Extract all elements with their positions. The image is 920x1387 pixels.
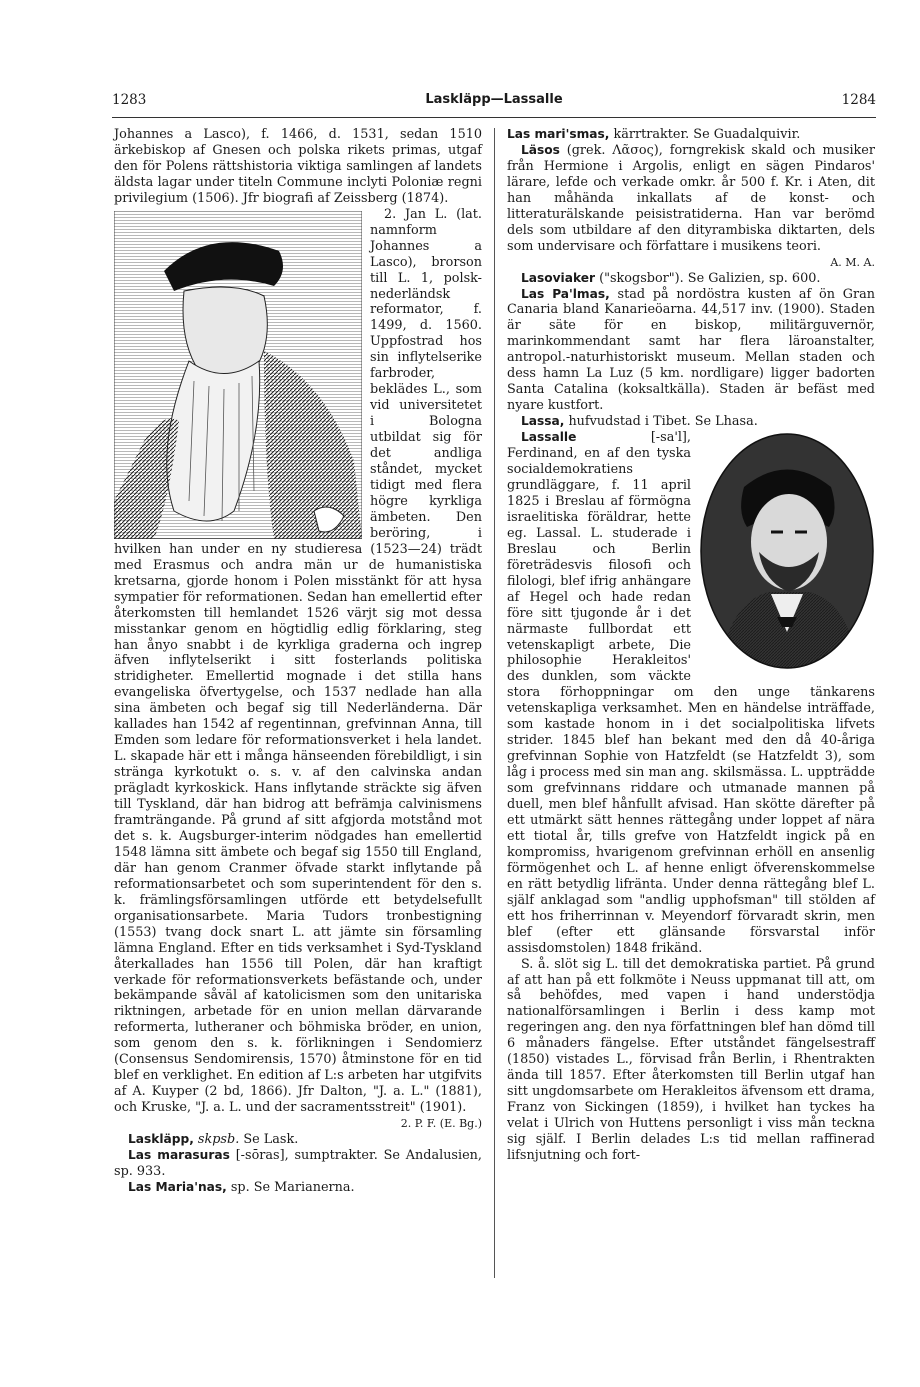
entry-lasos [507, 143, 875, 255]
entry-text: [-sōras], sumptrakter. Se Andalusien, sp. 933. [114, 1148, 482, 1179]
entry-text: hufvudstad i Tibet. Se Lhasa. [568, 414, 758, 430]
column-divider [494, 128, 495, 1278]
entry-las-palmas [507, 287, 875, 415]
header-rule [112, 117, 876, 118]
page-number-right: 1284 [841, 92, 876, 108]
entry-text: (grek. Λᾶσος), forngrekisk skald och musiker från Hermione i Argolis, enligt en sägen Pindaros' lärare, lefde och verkade omkr. år 500 f. Kr. i Aten, dit han måhända inkallats af de konst- och litteraturälskande peisistratiderna. Han var berömd dels som utbildare af den dityrambiska diktarten, dels som undervisare och författare i musikens teori. [507, 142, 875, 254]
entry-text: sp. Se Marianerna. [230, 1179, 355, 1195]
headword: Läsos [521, 142, 560, 157]
headword: Laskläpp, [128, 1132, 194, 1147]
entry-text: kärrtrakter. Se Guadalquivir. [613, 127, 801, 142]
headword: Las Pa'lmas, [521, 286, 610, 301]
entry-lassa [507, 414, 875, 430]
portrait-lassalle [699, 432, 875, 670]
entry-laskläpp [114, 1132, 482, 1148]
entry-text: stad på nordöstra kusten af ön Gran Canaria bland Kanarieöarna. 44,517 inv. (1900). Staden är säte för en biskop, militärguvernör, marinkommendant samt har flera läroanstalter, antropol.-naturhistoriskt museum. Mellan staden och dess hamn La Luz (5 km. nordligare) ligger badorten Santa Catalina (koksaltkälla). Staden är befäst med nyare kustfort. [507, 286, 875, 414]
signature: 2. P. F. (E. Bg.) [400, 1117, 482, 1131]
signature: A. M. A. [830, 255, 875, 269]
headword: Lassalle [521, 430, 577, 445]
left-column [114, 127, 482, 1196]
abbreviation: skpsb. [197, 1132, 240, 1148]
headword: Las mari'smas, [507, 127, 610, 141]
headword: Las marasuras [128, 1148, 230, 1162]
right-column [507, 127, 875, 1164]
page-number-left: 1283 [112, 92, 147, 108]
entry-las-marasuras [114, 1148, 482, 1180]
running-title: Laskläpp—Lassalle [425, 92, 563, 107]
entry-text: 2. Jan L. (lat. namnform Johannes a Lasco), brorson till L. 1, polsk-nederländsk reformator, f. 1499, d. 1560. Uppfostrad hos sin inflytelserike farbroder, beklädes L., som vid universitetet i Bologna utbildat sig för det andliga ståndet, mycket tidigt med flera högre kyrkliga ämbeten. Den beröring, i hvilken han under en ny studieresa (1523—24) trädt med Erasmus och andra män ur de humanistiska kretsarna, gjorde honom i Polen misstänkt för att hysa sympatier för reformationen. Sedan han emellertid efter återkomsten till hemlandet 1526 värjt sig mot dessa misstankar genom en högtidlig edlig förklaring, steg han ånyo snabbt i de kyrkliga graderna och ingrep äfven inflytelserikt i sitt fosterlands politiska stridigheter. Emellertid mognade i det stilla hans evangeliska öfvertygelse, och 1537 nedlade han alla sina ämbeten och begaf sig till Nederländerna. Där kallades han 1542 af regentinnan, grefvinnan Anna, till Emden som ledare för reformationsverket i hela landet. L. skapade här ett i många hänseenden förebildligt, i sin stränga kyrkotukt o. s. v. af den calvinska andan prägladt kyrkoskick. Hans inflytande sträckte sig äfven till Tyskland, där han bidrog att befrämja calvinismens framträngande. På grund af sitt afgjorda motstånd mot det s. k. Augsburger-interim nödgades han emellertid 1548 lämna sitt ämbete och begaf sig 1550 till England, där han genom Cranmer öfvade starkt inflytande på reformationsarbetet och som superintendent för den s. k. främlingsförsamlingen utförde ett betydelsefullt organisationsarbete. Maria Tudors tronbestigning (1553) tvang dock snart L. att jämte sin församling lämna England. Efter en tids verksamhet i Syd-Tyskland återkallades han 1556 till Polen, där han kraftigt verkade för reformationsverkets befästande och, under bekämpande såväl af katolicismen som den unitariska riktningen, arbetade för en union mellan därvarande reformerta, lutheraner och böhmiska bröder, en union, som genom den s. k. förlikningen i Sendomierz (Consensus Sendomirensis, 1570) åtminstone för en tid blef en verklighet. En edition af L:s arbeten har utgifvits af A. Kuyper (2 bd, 1866). Jfr Dalton, "J. a. L." (1881), och Kruske, "J. a. L. und der sacramentsstreit" (1901). [114, 206, 482, 1116]
headword: Lassa, [521, 414, 565, 429]
entry-lasoviaker [507, 271, 875, 287]
portrait-jan-laski [114, 211, 362, 539]
entry-text: ("skogsbor"). Se Galizien, sp. 600. [599, 270, 821, 286]
entry-las-marismas [507, 127, 875, 143]
entry-text: Se Lask. [243, 1132, 299, 1148]
headword: Las Maria'nas, [128, 1179, 227, 1194]
page-header [112, 92, 876, 112]
entry-text: [-sa'l], Ferdinand, en af den tyska socialdemokratiens grundläggare, f. 11 april 1825 i Breslau af förmögna israelitiska föräldrar, hette eg. Lassal. L. studerade i Breslau och Berlin företrädesvis filosofi och filologi, blef ifrig anhängare af Hegel och hade redan före sitt tjugonde år i det närmaste fullbordat ett vetenskapligt arbete, Die philosophie Herakleitos' des dunklen, som väckte stora förhoppningar om den unge tänkarens vetenskapliga verksamhet. Men en händelse inträffade, som kastade honom in i det socialpolitiska lifvets strider. 1845 blef han bekant med den då 40-åriga grefvinnan Sophie von Hatzfeldt (se Hatzfeldt 3), som låg i process med sin man ang. skilsmässa. L. uppträdde som grefvinnans riddare och utmanade mannen på duell, men blef hånfullt afvisad. Han skötte därefter på ett utmärkt sätt hennes rättegång under loppet af nära ett tiotal år, tills grefve von Hatzfeldt ingick på en kompromiss, hvarigenom grefvinnan erhöll en ansenlig förmögenhet och L. af henne enligt öfverenskommelse en rätt betydlig lifränta. Under denna rättegång blef L. själf anklagad som "andlig upphofsman" till stölden af ett hos friherrinnan v. Meyendorf förvaradt skrin, men blef (efter ett glänsande försvarstal inför assisdomstolen) 1848 frikänd. [507, 430, 875, 956]
headword: Lasoviaker [521, 270, 596, 285]
entry-text: Johannes a Lasco), f. 1466, d. 1531, sedan 1510 ärkebiskop af Gnesen och polska rikets primas, utgaf den för Polens rättshistoria viktiga samlingen af landets äldsta lagar under titeln Commune inclyti Poloniæ regni privilegium (1506). Jfr biografi af Zeissberg (1874). [114, 127, 482, 206]
entry-text: S. å. slöt sig L. till det demokratiska partiet. På grund af att han på ett folkmöte i Neuss uppmanat till att, om så behöfdes, med vapen i hand understödja nationalförsamlingen i Berlin i dess kamp mot regeringen ang. den nya författningen blef han dömd till 6 månaders fängelse. Efter utståndet fängelsestraff (1850) vistades L., förvisad från Berlin, i Rhentrakten ända till 1857. Efter återkomsten till Berlin utgaf han sitt ungdomsarbete om Herakleitos äfvensom ett drama, Franz von Sickingen (1859), i hvilket han tyckes ha velat i Ulrich von Huttens personligt i viss mån teckna sig själf. I Berlin delades L:s tid mellan raffinerad lifsnjutning och fort- [507, 956, 875, 1163]
entry-las-marianas [114, 1180, 482, 1196]
